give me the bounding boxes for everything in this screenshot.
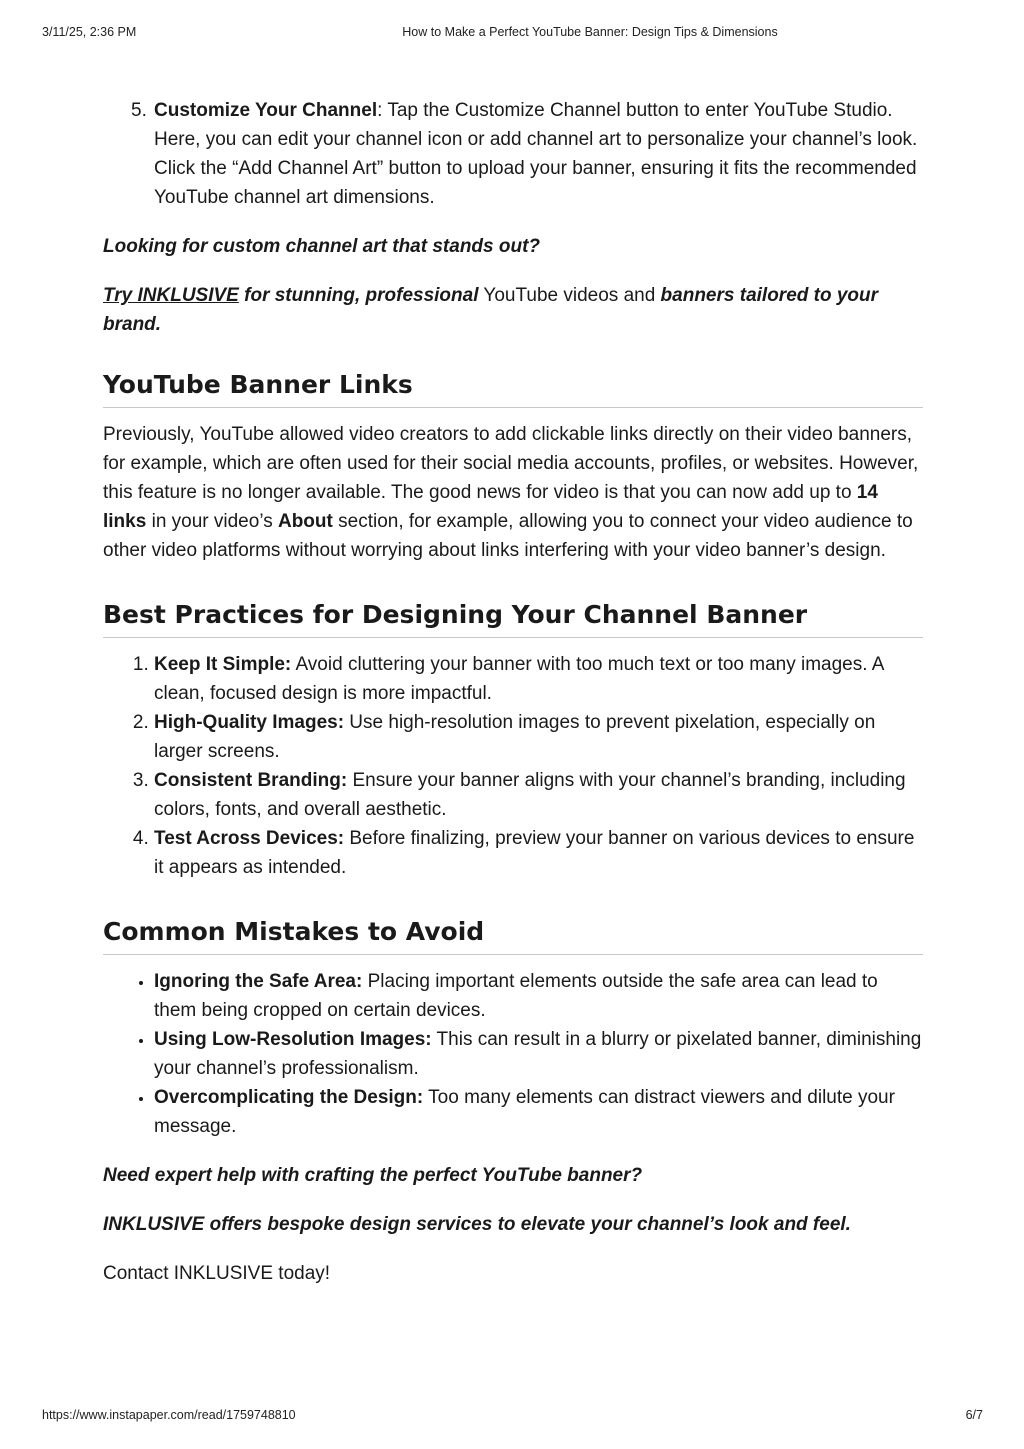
- links-text-c: section, for example, allowing you to connect your video audience to other video platforms without worrying about links interfering with your video banner’s design.: [103, 511, 913, 561]
- item-label: Using Low-Resolution Images:: [154, 1029, 432, 1050]
- item-text: This can result in a blurry or pixelated banner, diminishing your channel’s professionalism.: [154, 1029, 922, 1079]
- list-item: [154, 766, 923, 824]
- cta-plain: YouTube videos and: [478, 285, 661, 306]
- cta-bold-b: banners tailored to your brand.: [103, 285, 879, 335]
- cta-try-paragraph: [103, 281, 923, 339]
- steps-list: [103, 96, 923, 212]
- section-heading-common-mistakes: Common Mistakes to Avoid: [103, 916, 923, 955]
- item-text: Ensure your banner aligns with your channel’s branding, including colors, fonts, and overall aesthetic.: [154, 770, 906, 820]
- common-mistakes-list: [103, 967, 923, 1141]
- step-number: 5.: [131, 100, 147, 121]
- item-label: Overcomplicating the Design:: [154, 1087, 424, 1108]
- print-datetime: 3/11/25, 2:36 PM: [42, 25, 137, 39]
- links-text-a: Previously, YouTube allowed video creators to add clickable links directly on their video banners, for example, which are often used for their social media accounts, profiles, or websites. However, this feature is no longer available. The good news for video is that you can now add up to: [103, 424, 919, 503]
- list-item: [154, 650, 923, 708]
- banner-links-paragraph: [103, 420, 923, 565]
- try-inklusive-link[interactable]: Try INKLUSIVE: [103, 285, 239, 306]
- section-heading-banner-links: YouTube Banner Links: [103, 369, 923, 408]
- links-text-b: in your video’s: [146, 511, 278, 532]
- print-header: [0, 25, 1024, 45]
- list-item: [154, 1025, 923, 1083]
- section-heading-best-practices: Best Practices for Designing Your Channel Banner: [103, 599, 923, 638]
- item-text: Avoid cluttering your banner with too much text or too many images. A clean, focused design is more impactful.: [154, 654, 884, 704]
- print-title: How to Make a Perfect YouTube Banner: Design Tips & Dimensions: [402, 25, 778, 39]
- article-content: [103, 96, 923, 1288]
- list-item: [131, 96, 923, 212]
- item-label: Consistent Branding:: [154, 770, 348, 791]
- item-text: Placing important elements outside the safe area can lead to them being cropped on certain devices.: [154, 971, 878, 1021]
- page-number: 6/7: [965, 1408, 983, 1422]
- item-label: Keep It Simple:: [154, 654, 292, 675]
- cta-need-help: Need expert help with crafting the perfect YouTube banner?: [103, 1165, 643, 1186]
- item-text: Before finalizing, preview your banner on various devices to ensure it appears as intended.: [154, 828, 915, 878]
- list-item: [154, 708, 923, 766]
- links-bold-b: About: [277, 511, 333, 532]
- item-text: Too many elements can distract viewers and dilute your message.: [154, 1087, 895, 1137]
- item-label: High-Quality Images:: [154, 712, 345, 733]
- cta-offer: INKLUSIVE offers bespoke design services to elevate your channel’s look and feel.: [103, 1214, 851, 1235]
- cta-question: Looking for custom channel art that stands out?: [103, 236, 541, 257]
- item-text: Use high-resolution images to prevent pixelation, especially on larger screens.: [154, 712, 876, 762]
- step-label: Customize Your Channel: [154, 100, 378, 121]
- best-practices-list: [103, 650, 923, 882]
- list-item: [154, 1083, 923, 1141]
- list-item: [154, 824, 923, 882]
- links-bold-a: 14 links: [103, 482, 878, 532]
- cta-contact: Contact INKLUSIVE today!: [103, 1263, 331, 1284]
- list-item: [154, 967, 923, 1025]
- cta-bold-a: for stunning, professional: [238, 285, 479, 306]
- item-label: Ignoring the Safe Area:: [154, 971, 363, 992]
- step-text: : Tap the Customize Channel button to enter YouTube Studio. Here, you can edit your channel icon or add channel art to personalize your channel’s look. Click the “Add Channel Art” button to upload your banner, ensuring it fits the recommended YouTube channel art dimensions.: [154, 100, 918, 208]
- item-label: Test Across Devices:: [154, 828, 345, 849]
- print-url: https://www.instapaper.com/read/1759748810: [42, 1408, 296, 1422]
